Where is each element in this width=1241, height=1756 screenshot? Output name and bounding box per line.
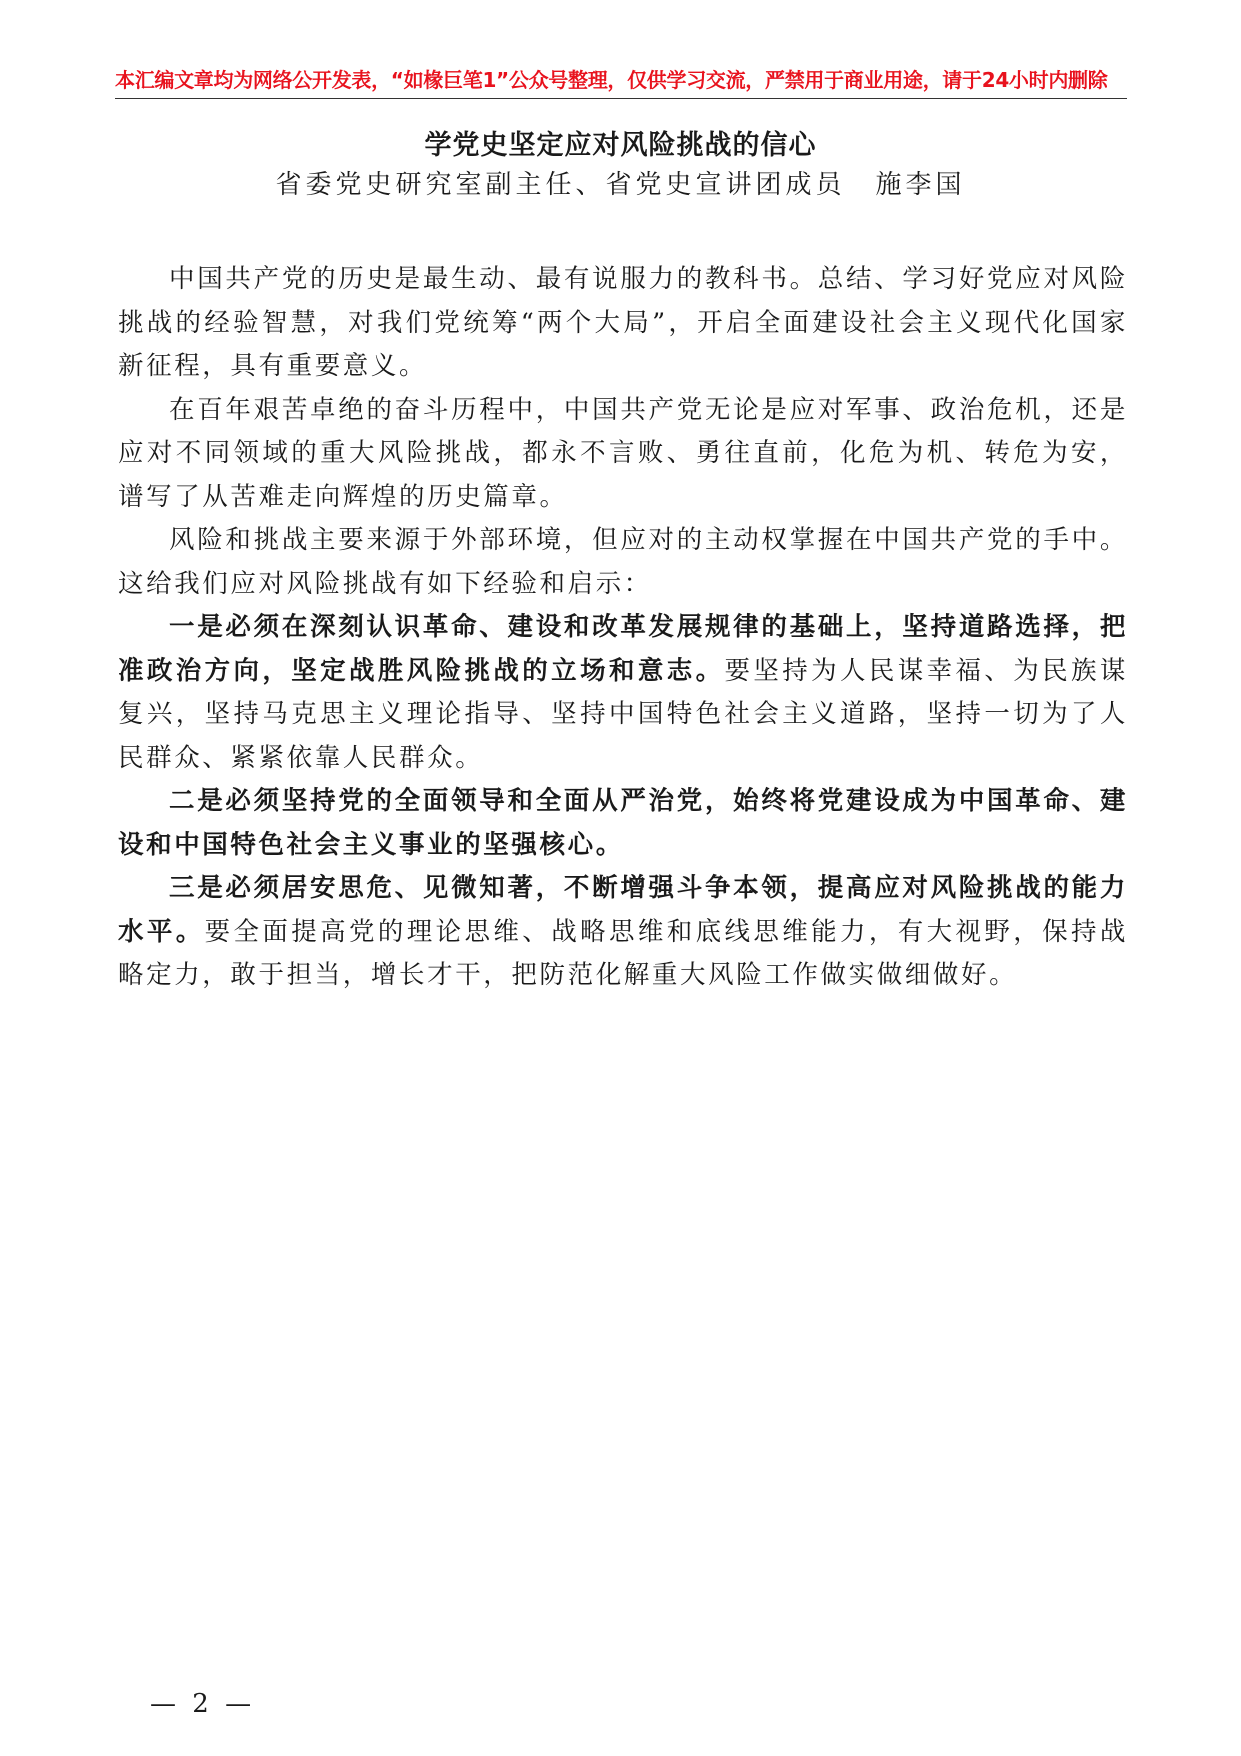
paragraph-1 <box>118 258 1128 389</box>
paragraph-4-bold: 一是必须在深刻认识革命、建设和改革发展规律的基础上，坚持道路选择，把准政治方向，坚定战胜风险挑战的立场和意志。 <box>118 612 1128 686</box>
header-divider <box>115 98 1127 99</box>
paragraph-4 <box>118 606 1128 780</box>
paragraph-3-text: 风险和挑战主要来源于外部环境，但应对的主动权掌握在中国共产党的手中。这给我们应对风险挑战有如下经验和启示： <box>118 525 1128 599</box>
paragraph-6 <box>118 867 1128 998</box>
paragraph-6-text: 要全面提高党的理论思维、战略思维和底线思维能力，有大视野，保持战略定力，敢于担当，增长才干，把防范化解重大风险工作做实做细做好。 <box>118 916 1128 990</box>
paragraph-1-text: 中国共产党的历史是最生动、最有说服力的教科书。总结、学习好党应对风险挑战的经验智慧，对我们党统筹“两个大局”，开启全面建设社会主义现代化国家新征程，具有重要意义。 <box>118 264 1128 381</box>
paragraph-5-bold: 二是必须坚持党的全面领导和全面从严治党，始终将党建设成为中国革命、建设和中国特色社会主义事业的坚强核心。 <box>118 786 1128 860</box>
article-author: 省委党史研究室副主任、省党史宣讲团成员 施李国 <box>275 170 966 200</box>
paragraph-2-text: 在百年艰苦卓绝的奋斗历程中，中国共产党无论是应对军事、政治危机，还是应对不同领域的重大风险挑战，都永不言败、勇往直前，化危为机、转危为安，谱写了从苦难走向辉煌的历史篇章。 <box>118 394 1128 512</box>
article-title: 学党史坚定应对风险挑战的信心 <box>424 130 817 161</box>
paragraph-3 <box>118 519 1128 606</box>
paragraph-4-text: 要坚持为人民谋幸福、为民族谋复兴，坚持马克思主义理论指导、坚持中国特色社会主义道路，坚持一切为了人民群众、紧紧依靠人民群众。 <box>118 655 1128 773</box>
header-notice: 本汇编文章均为网络公开发表，“如椽巨笔1”公众号整理，仅供学习交流，严禁用于商业用途，请于24小时内删除 <box>115 68 1108 92</box>
paragraph-5 <box>118 780 1128 867</box>
paragraph-2 <box>118 389 1128 520</box>
article-body <box>118 258 1128 998</box>
page-number: — 2 — <box>150 1689 256 1719</box>
paragraph-6-bold: 三是必须居安思危、见微知著，不断增强斗争本领，提高应对风险挑战的能力水平。 <box>118 873 1128 947</box>
